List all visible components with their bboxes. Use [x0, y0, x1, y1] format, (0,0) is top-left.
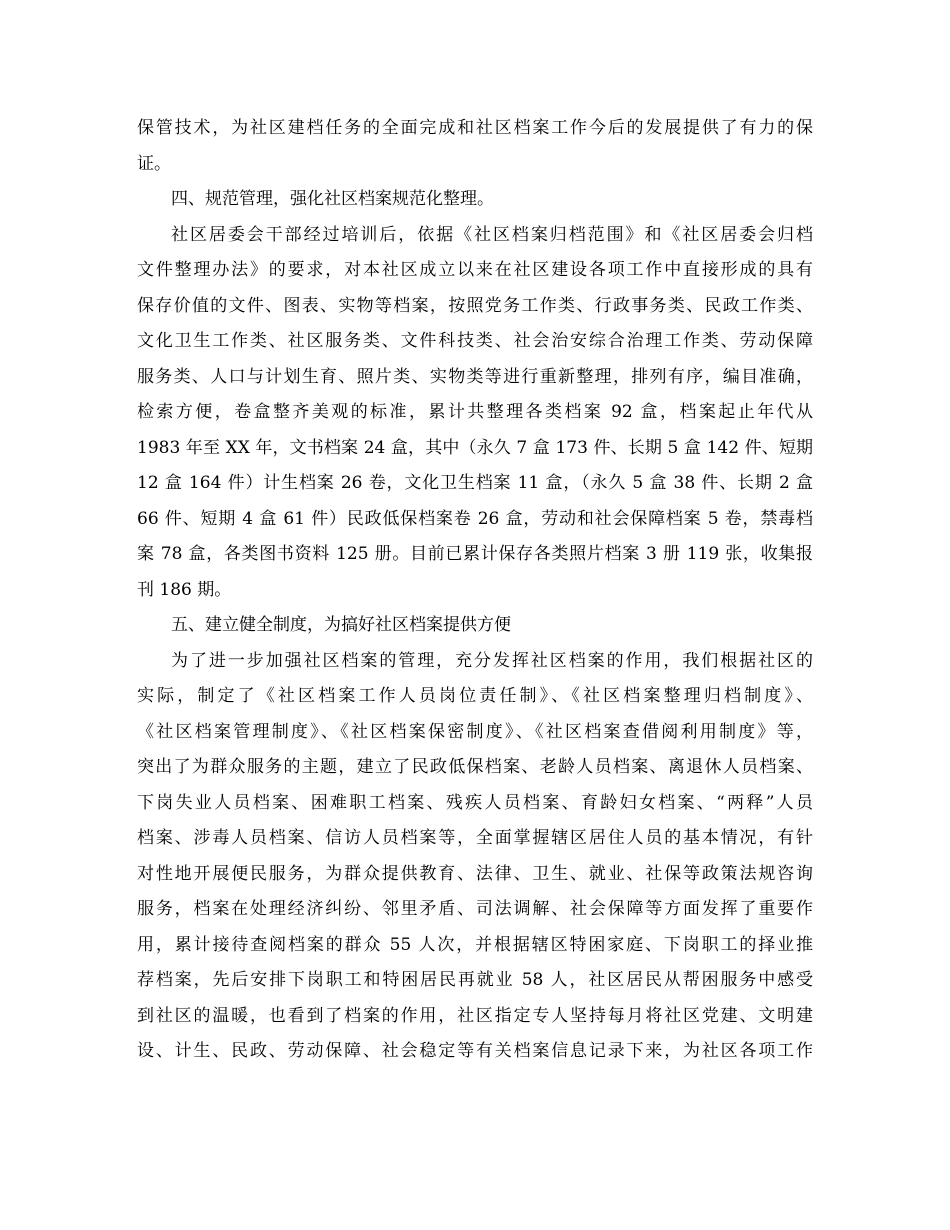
text-line: 五、建立健全制度，为搞好社区档案提供方便	[171, 615, 511, 635]
text-line: 文件整理办法》的要求，对本社区成立以来在社区建设各项工作中直接形成的具有	[137, 260, 813, 280]
text-line: 荐档案，先后安排下岗职工和特困居民再就业 58 人，社区居民从帮困服务中感受	[137, 970, 813, 990]
text-line: 四、规范管理，强化社区档案规范化整理。	[171, 189, 494, 209]
text-line: 社区居委会干部经过培训后，依据《社区档案归档范围》和《社区居委会归档	[171, 224, 813, 245]
text-line: 12 盒 164 件）计生档案 26 卷，文化卫生档案 11 盒，（永久 5 盒 38 件、长期 2 盒	[137, 473, 813, 493]
text-line: 文化卫生工作类、社区服务类、文件科技类、社会治安综合治理工作类、劳动保障	[137, 331, 813, 351]
text-line: 设、计生、民政、劳动保障、社会稳定等有关档案信息记录下来，为社区各项工作	[137, 1041, 813, 1061]
text-line: 检索方便，卷盒整齐美观的标准，累计共整理各类档案 92 盒，档案起止年代从	[137, 402, 813, 422]
text-line: 案 78 盒，各类图书资料 125 册。目前已累计保存各类照片档案 3 册 119 张，收集报	[137, 544, 813, 564]
text-line: 用，累计接待查阅档案的群众 55 人次，并根据辖区特困家庭、下岗职工的择业推	[137, 934, 813, 955]
text-line: 刊 186 期。	[137, 579, 232, 600]
text-line: 对性地开展便民服务，为群众提供教育、法律、卫生、就业、社保等政策法规咨询	[137, 863, 813, 884]
text-line: 服务，档案在处理经济纠纷、邻里矛盾、司法调解、社会保障等方面发挥了重要作	[137, 899, 813, 919]
text-line: 证。	[137, 153, 171, 174]
text-line: 突出了为群众服务的主题，建立了民政低保档案、老龄人员档案、离退休人员档案、	[137, 757, 813, 777]
text-line: 为了进一步加强社区档案的管理，充分发挥社区档案的作用，我们根据社区的	[171, 650, 813, 671]
text-line: 到社区的温暖，也看到了档案的作用，社区指定专人坚持每月将社区党建、文明建	[137, 1005, 813, 1026]
text-line: 66 件、短期 4 盒 61 件）民政低保档案卷 26 盒，劳动和社会保障档案 5 卷，禁毒档	[137, 508, 813, 529]
document-body-text	[137, 111, 950, 1070]
text-line: 保管技术，为社区建档任务的全面完成和社区档案工作今后的发展提供了有力的保	[137, 118, 813, 138]
text-line: 保存价值的文件、图表、实物等档案，按照党务工作类、行政事务类、民政工作类、	[137, 295, 813, 316]
text-line: 1983 年至 XX 年，文书档案 24 盒，其中（永久 7 盒 173 件、长期 5 盒 142 件、短期	[137, 437, 813, 458]
text-line: 服务类、人口与计划生育、照片类、实物类等进行重新整理，排列有序，编目准确，	[137, 366, 813, 387]
text-line: 下岗失业人员档案、困难职工档案、残疾人员档案、育龄妇女档案、“两释”人员	[137, 792, 813, 813]
text-line: 实际，制定了《社区档案工作人员岗位责任制》、《社区档案整理归档制度》、	[137, 686, 813, 706]
text-line: 《社区档案管理制度》、《社区档案保密制度》、《社区档案查借阅利用制度》等，	[137, 721, 813, 742]
text-line: 档案、涉毒人员档案、信访人员档案等，全面掌握辖区居住人员的基本情况，有针	[137, 828, 813, 848]
